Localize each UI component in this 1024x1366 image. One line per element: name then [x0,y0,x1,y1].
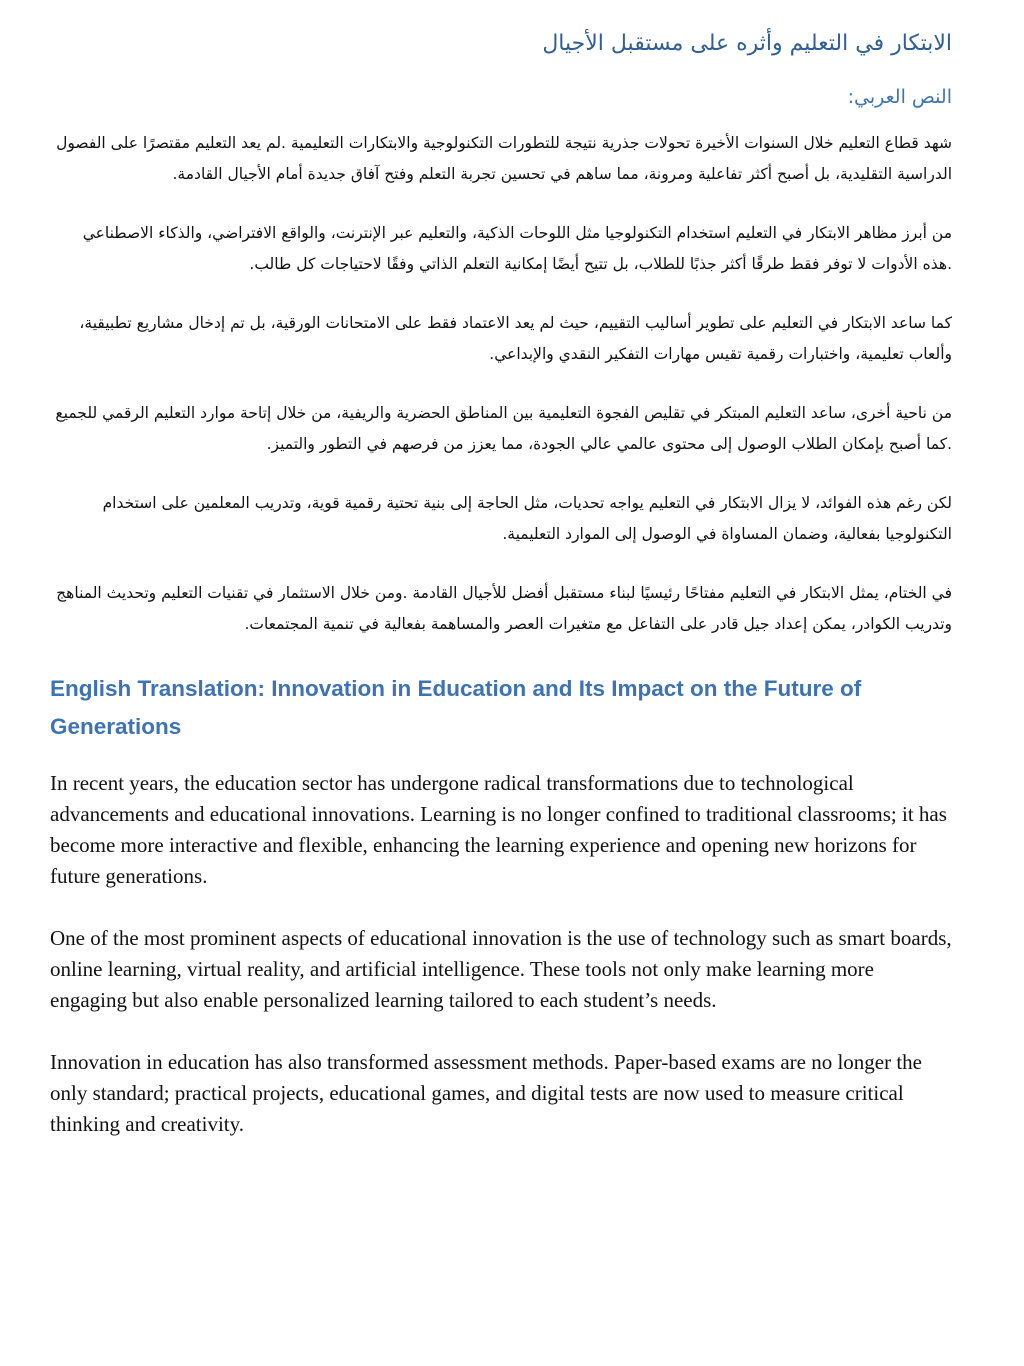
arabic-paragraph: من أبرز مظاهر الابتكار في التعليم استخدام التكنولوجيا مثل اللوحات الذكية، والتعليم عبر الإنترنت، والواقع الافتراضي، والذكاء الاصطناعي .هذه الأدوات لا توفر فقط طرقًا أكثر جذبًا للطلاب، بل تتيح أيضًا إمكانية التعلم الذاتي وفقًا لاحتياجات كل طالب. [82,224,952,273]
english-title: English Translation: Innovation in Education and Its Impact on the Future of Generations [50,676,862,739]
english-paragraph: In recent years, the education sector has undergone radical transformations due to technological advancements and educational innovations. Learning is no longer confined to traditional classrooms; it has become more interactive and flexible, enhancing the learning experience and opening new horizons for future generations. [50,771,947,888]
arabic-paragraph: من ناحية أخرى، ساعد التعليم المبتكر في تقليص الفجوة التعليمية بين المناطق الحضرية والريفية، من خلال إتاحة موارد التعليم الرقمي للجميع .كما أصبح بإمكان الطلاب الوصول إلى محتوى عالمي عالي الجودة، مما يعزز من فرصهم في التطور والتميز. [55,404,952,453]
arabic-paragraph: لكن رغم هذه الفوائد، لا يزال الابتكار في التعليم يواجه تحديات، مثل الحاجة إلى بنية تحتية رقمية قوية، وتدريب المعلمين على استخدام التكنولوجيا بفعالية، وضمان المساواة في الوصول إلى الموارد التعليمية. [102,494,952,543]
arabic-paragraph: في الختام، يمثل الابتكار في التعليم مفتاحًا رئيسيًا لبناء مستقبل أفضل للأجيال القادمة .ومن خلال الاستثمار في تقنيات التعليم وتحديث المناهج وتدريب الكوادر، يمكن إعداد جيل قادر على التفاعل مع متغيرات العصر والمساهمة بفعالية في تنمية المجتمعات. [56,584,952,633]
arabic-title: الابتكار في التعليم وأثره على مستقبل الأجيال [542,31,952,56]
document-page [50,22,952,1171]
english-paragraph: Innovation in education has also transformed assessment methods. Paper-based exams are no longer the only standard; practical projects, educational games, and digital tests are now used to measure critical thinking and creativity. [50,1050,923,1136]
arabic-paragraph: كما ساعد الابتكار في التعليم على تطوير أساليب التقييم، حيث لم يعد الاعتماد فقط على الامتحانات الورقية، بل تم إدخال مشاريع تطبيقية، وألعاب تعليمية، واختبارات رقمية تقيس مهارات التفكير النقدي والإبداعي. [79,314,952,363]
english-paragraph: One of the most prominent aspects of educational innovation is the use of technology such as smart boards, online learning, virtual reality, and artificial intelligence. These tools not only make learning more engaging but also enable personalized learning tailored to each student’s needs. [50,926,952,1012]
arabic-subtitle: النص العربي: [847,86,952,108]
arabic-paragraph: شهد قطاع التعليم خلال السنوات الأخيرة تحولات جذرية نتيجة للتطورات التكنولوجية والابتكارات التعليمية .لم يعد التعليم مقتصرًا على الفصول الدراسية التقليدية، بل أصبح أكثر تفاعلية ومرونة، مما ساهم في تحسين تجربة التعلم وفتح آفاق جديدة أمام الأجيال القادمة. [56,134,952,183]
